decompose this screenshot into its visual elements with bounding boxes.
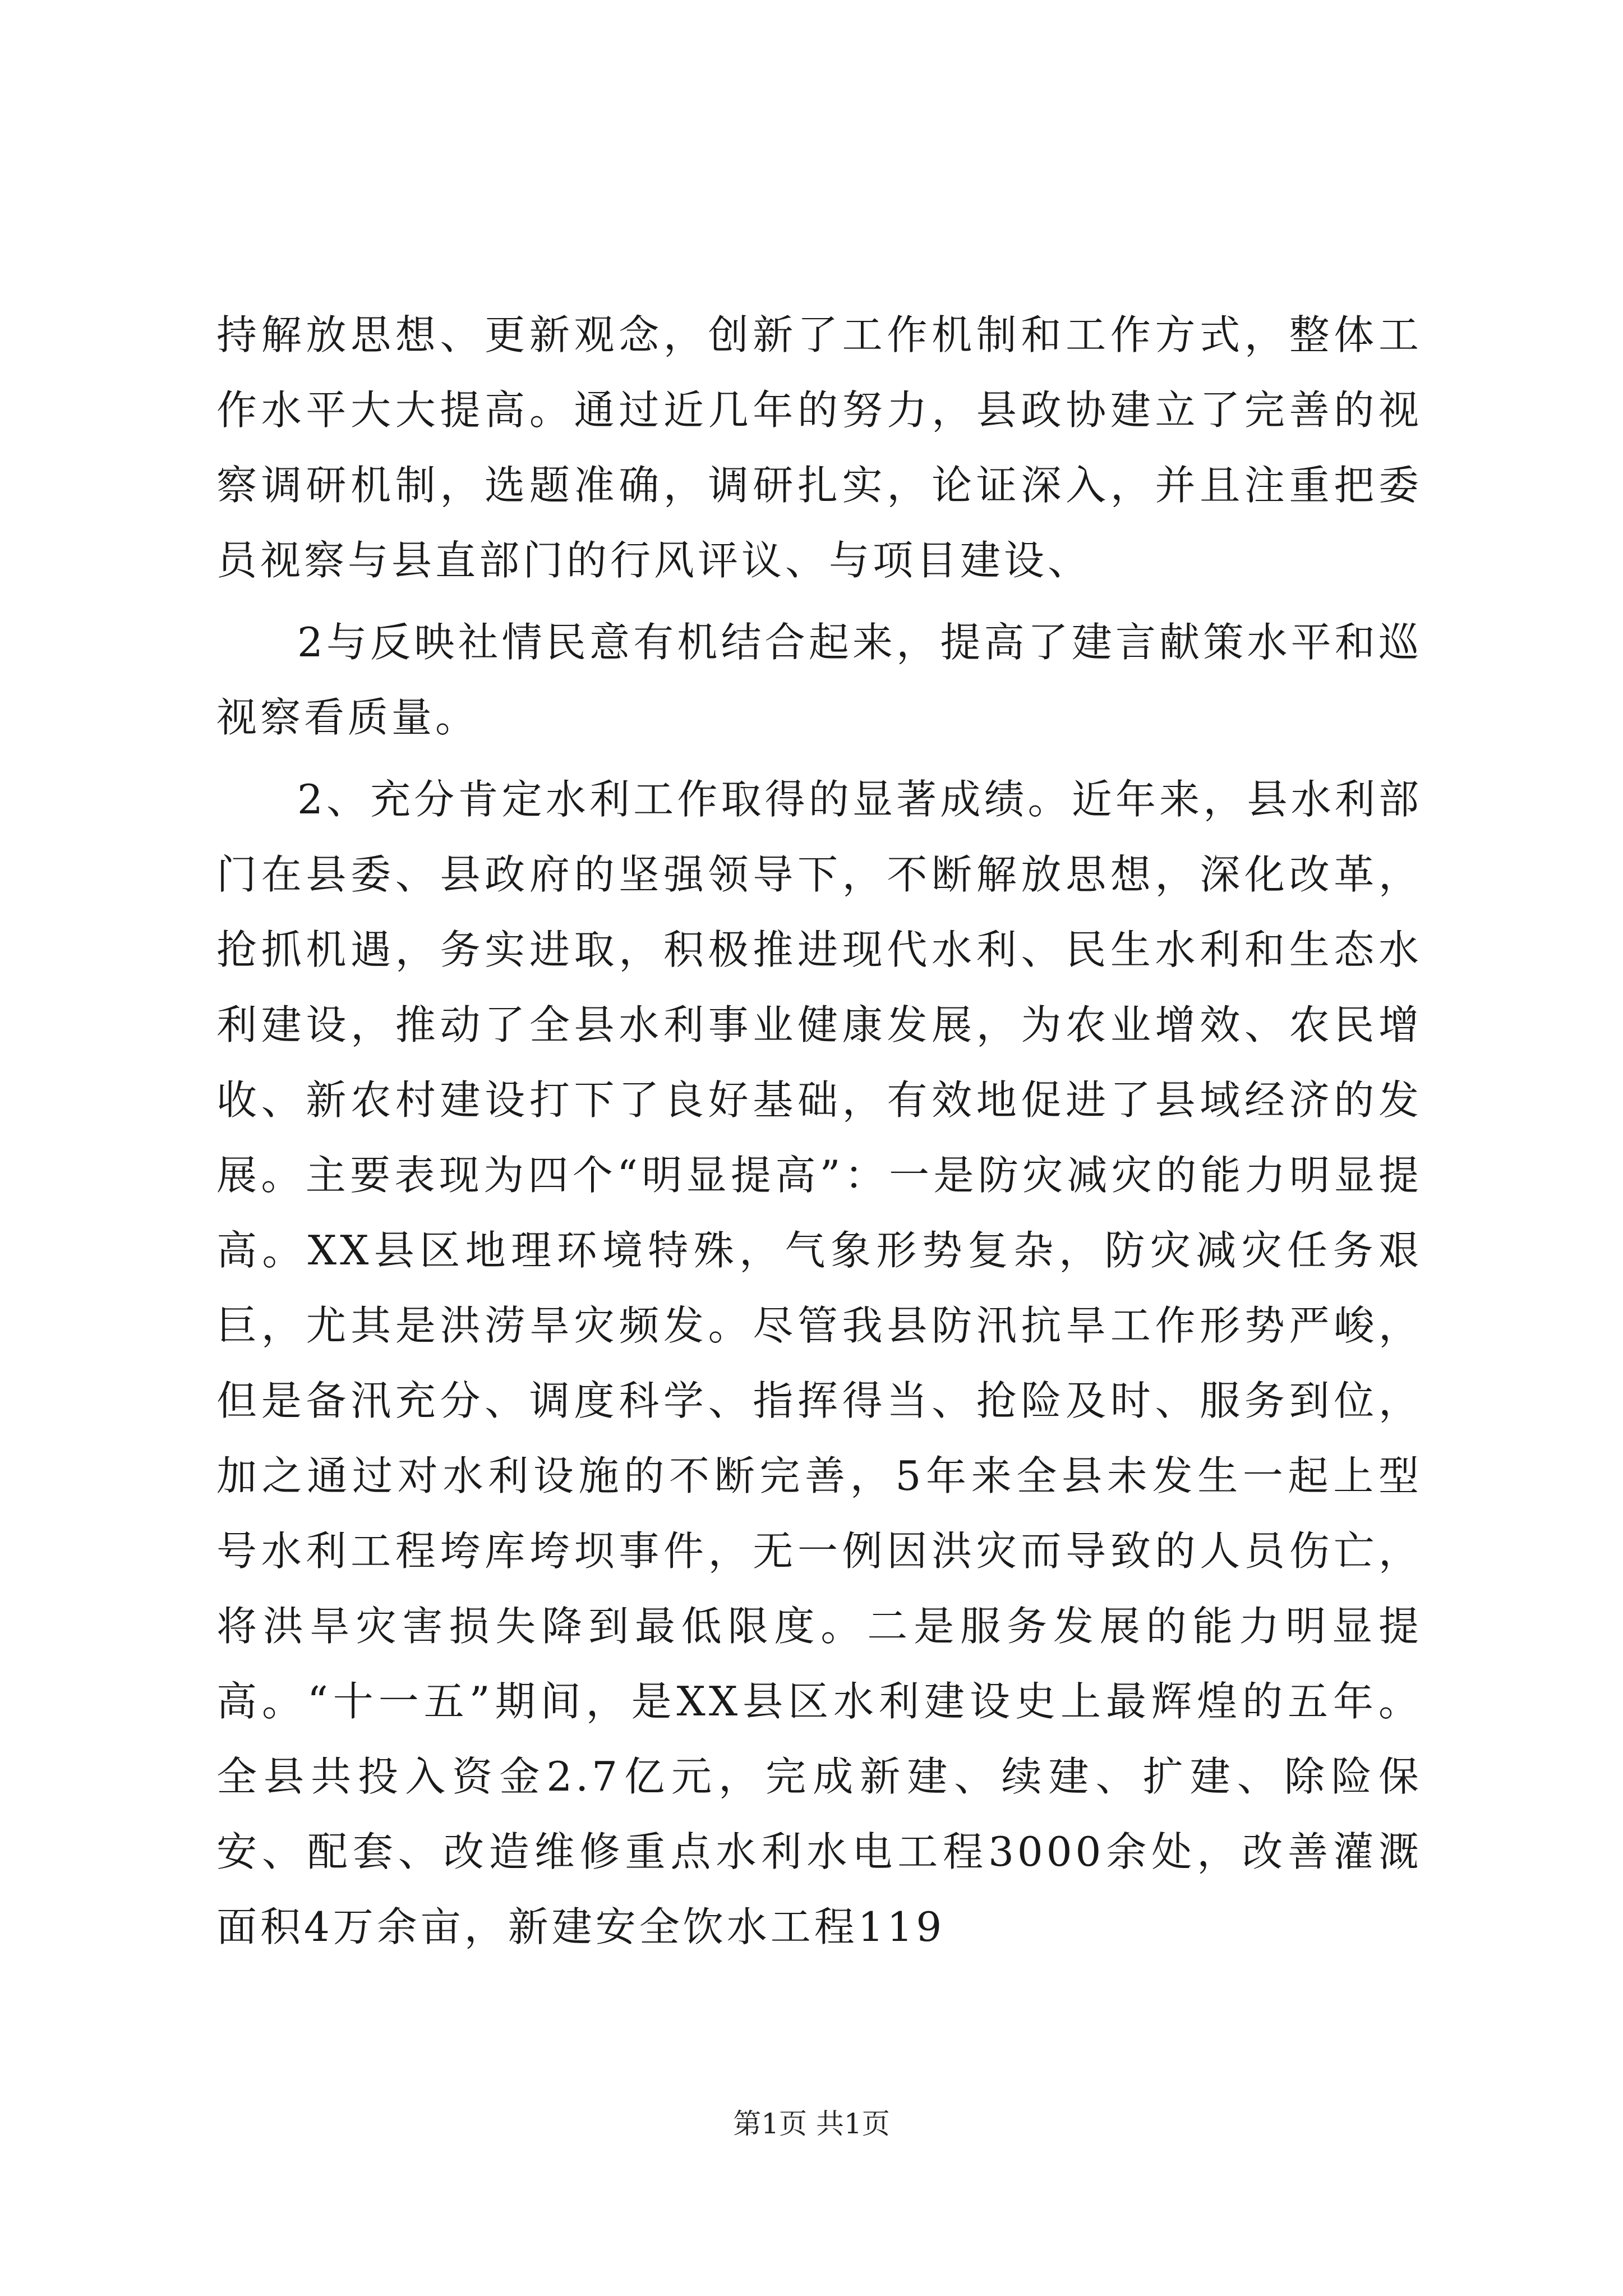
paragraph-1: 持解放思想、更新观念，创新了工作机制和工作方式，整体工作水平大大提高。通过近几年的努力，县政协建立了完善的视察调研机制，选题准确，调研扎实，论证深入，并且注重把委员视察与县直部门的行风评议、与项目建设、 <box>216 311 1422 584</box>
document-body <box>216 297 1422 1964</box>
paragraph-3: 2、充分肯定水利工作取得的显著成绩。近年来，县水利部门在县委、县政府的坚强领导下，不断解放思想，深化改革，抢抓机遇，务实进取，积极推进现代水利、民生水利和生态水利建设，推动了全县水利事业健康发展，为农业增效、农民增收、新农村建设打下了良好基础，有效地促进了县域经济的发展。主要表现为四个“明显提高”：一是防灾减灾的能力明显提高。XX县区地理环境特殊，气象形势复杂，防灾减灾任务艰巨，尤其是洪涝旱灾频发。尽管我县防汛抗旱工作形势严峻，但是备汛充分、调度科学、指挥得当、抢险及时、服务到位，加之通过对水利设施的不断完善，5年来全县未发生一起上型号水利工程垮库垮坝事件，无一例因洪灾而导致的人员伤亡，将洪旱灾害损失降到最低限度。二是服务发展的能力明显提高。“十一五”期间，是XX县区水利建设史上最辉煌的五年。全县共投入资金2.7亿元，完成新建、续建、扩建、除险保安、配套、改造维修重点水利水电工程3000余处，改善灌溉面积4万余亩，新建安全饮水工程119 <box>216 776 1422 1950</box>
paragraph-2: 2与反映社情民意有机结合起来，提高了建言献策水平和巡视察看质量。 <box>216 619 1422 741</box>
page-footer: 第1页 共1页 <box>733 2108 890 2140</box>
